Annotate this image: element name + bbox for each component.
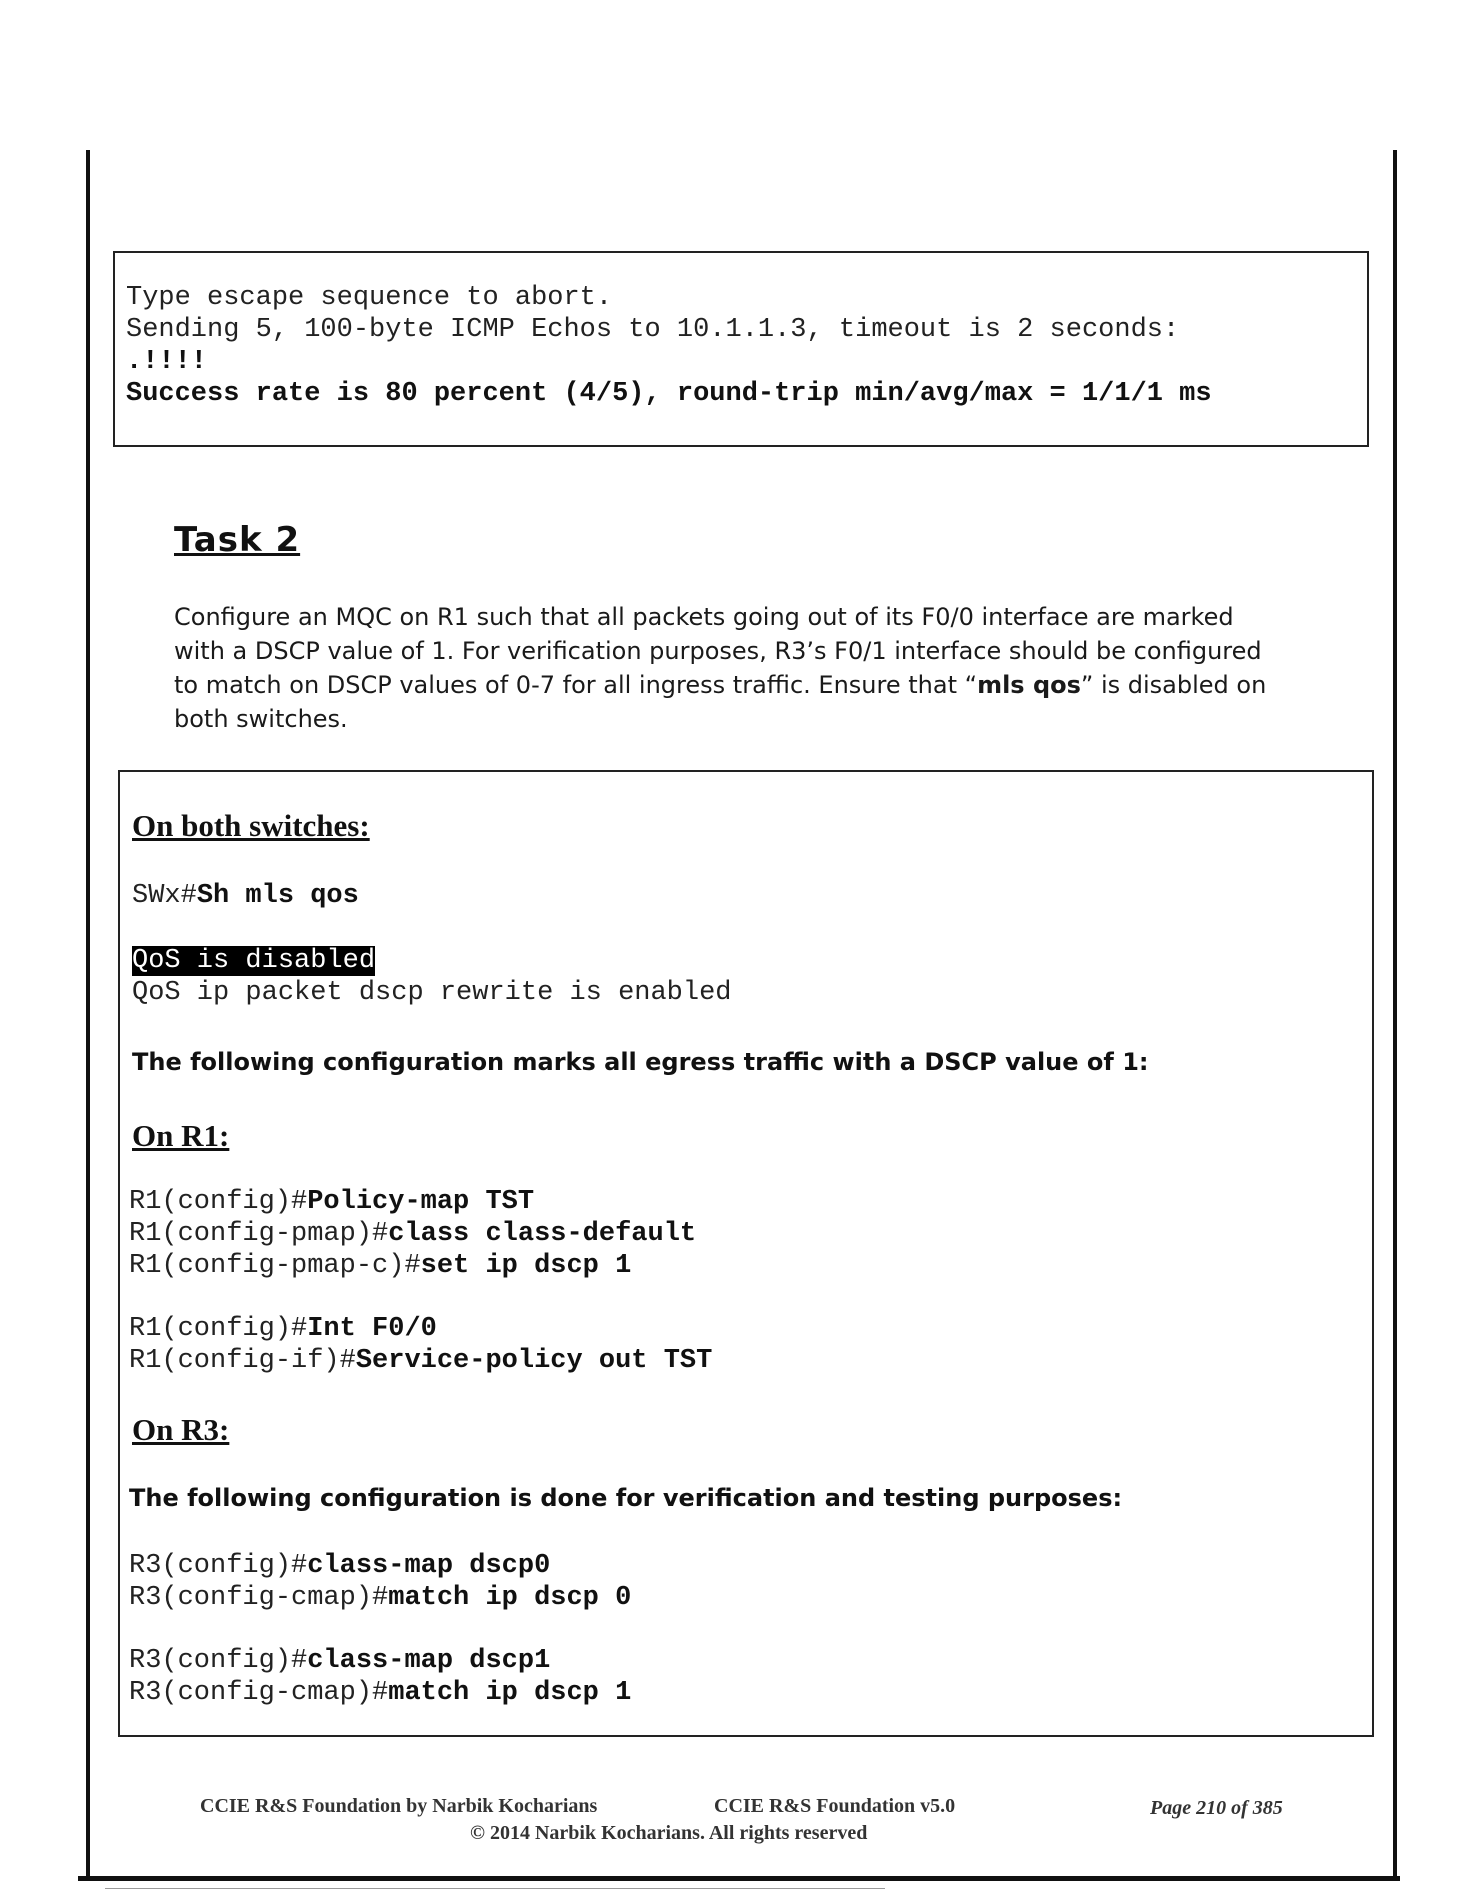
r1-config-line <box>129 1345 712 1377</box>
ping-line-3: .!!!! <box>126 347 208 377</box>
footer-version: CCIE R&S Foundation v5.0 <box>714 1795 956 1817</box>
r1-prompt: R1(config)# <box>129 1187 308 1217</box>
task-description <box>174 600 1274 736</box>
r3-command: class-map dscp0 <box>307 1551 551 1581</box>
r3-prompt: R3(config-cmap)# <box>129 1583 389 1613</box>
sw-command: Sh mls qos <box>196 881 359 911</box>
r3-prompt: R3(config-cmap)# <box>129 1678 389 1708</box>
r3-prompt: R3(config)# <box>129 1551 308 1581</box>
r3-command: match ip dscp 0 <box>388 1583 632 1613</box>
r1-prompt: R1(config-pmap-c)# <box>129 1251 421 1281</box>
qos-status-line <box>132 945 375 977</box>
note-verification: The following configuration is done for verification and testing purposes: <box>129 1484 1123 1512</box>
r1-prompt: R1(config-pmap)# <box>129 1219 389 1249</box>
sw-command-line <box>132 880 359 912</box>
page-frame-bottom <box>78 1876 1400 1881</box>
r1-config-line <box>129 1313 437 1345</box>
task-text-1: Configure an MQC on R1 such that all packets going out of its F0/0 interface are marked with a DSCP value of 1. For verification purposes, R3’s F0/1 interface should be configured to match on DSCP values of 0-7 for all ingress traffic. Ensure that “ <box>174 603 1262 699</box>
r1-command: class class-default <box>388 1219 697 1249</box>
ping-line-4: Success rate is 80 percent (4/5), round-trip min/avg/max = 1/1/1 ms <box>126 379 1212 409</box>
page-frame-left <box>86 150 90 1880</box>
task-text-2: ” is disabled on both switches. <box>174 671 1267 733</box>
footer-page-number: Page 210 of 385 <box>1150 1797 1283 1819</box>
task-title: Task 2 <box>174 520 301 560</box>
r3-config-line <box>129 1677 631 1709</box>
r3-prompt: R3(config)# <box>129 1646 308 1676</box>
qos-disabled-highlight: QoS is disabled <box>132 946 376 976</box>
r3-command: match ip dscp 1 <box>388 1678 632 1708</box>
qos-rewrite-line: QoS ip packet dscp rewrite is enabled <box>132 978 732 1008</box>
ping-line-1: Type escape sequence to abort. <box>126 283 613 313</box>
r3-config-line <box>129 1550 550 1582</box>
page-frame-right <box>1393 150 1397 1880</box>
sw-prompt: SWx# <box>132 881 197 911</box>
r1-prompt: R1(config-if)# <box>129 1346 356 1376</box>
ping-line-2: Sending 5, 100-byte ICMP Echos to 10.1.1.3, timeout is 2 seconds: <box>126 315 1180 345</box>
note-egress-marking: The following configuration marks all egress traffic with a DSCP value of 1: <box>132 1048 1149 1076</box>
footer-copyright: © 2014 Narbik Kocharians. All rights reserved <box>470 1822 868 1844</box>
r1-command: Service-policy out TST <box>355 1346 713 1376</box>
r3-config-line <box>129 1645 550 1677</box>
heading-r3: On R3: <box>132 1412 230 1447</box>
scan-artifact-line <box>105 1888 885 1889</box>
footer-author: CCIE R&S Foundation by Narbik Kocharians <box>200 1795 598 1817</box>
r1-prompt: R1(config)# <box>129 1314 308 1344</box>
ping-output-box <box>113 251 1369 447</box>
heading-both-switches: On both switches: <box>132 808 370 843</box>
r3-config-line <box>129 1582 631 1614</box>
r1-command: Policy-map TST <box>307 1187 535 1217</box>
r1-config-line <box>129 1218 696 1250</box>
r3-command: class-map dscp1 <box>307 1646 551 1676</box>
r1-config-line <box>129 1186 534 1218</box>
r1-command: Int F0/0 <box>307 1314 437 1344</box>
task-text-bold: mls qos <box>977 671 1081 699</box>
heading-r1: On R1: <box>132 1118 230 1153</box>
r1-config-line <box>129 1250 631 1282</box>
r1-command: set ip dscp 1 <box>420 1251 632 1281</box>
